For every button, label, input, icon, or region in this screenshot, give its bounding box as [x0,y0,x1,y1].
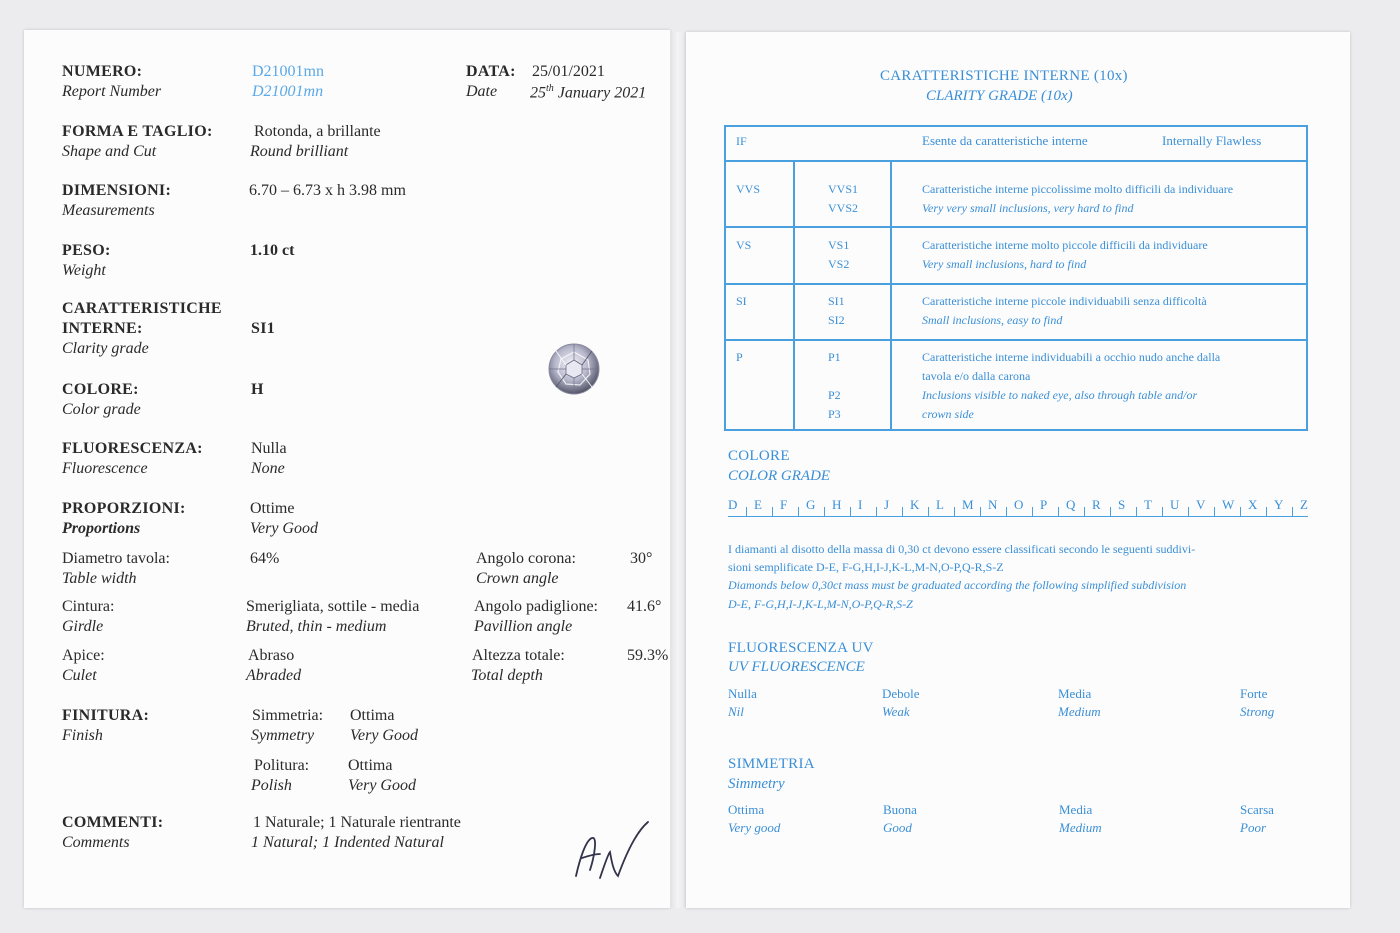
clarity-label-2: INTERNE: [62,320,143,337]
color-value: H [251,381,264,398]
date-label-en: Date [466,83,498,100]
sym-level-good: Buona [883,802,917,817]
table-width-label-en: Table width [62,570,137,587]
color-grade-x: X [1248,497,1258,512]
clarity-label-en: Clarity grade [62,340,149,357]
shape-value-en: Round brilliant [250,143,349,160]
color-scale-baseline [728,516,1308,517]
fluo-level-nil: Nulla [728,686,757,701]
color-note-it-1: I diamanti al disotto della massa di 0,30 ct devono essere classificati secondo le seguenti suddivi- [728,542,1196,556]
fluorescence-value: Nulla [251,440,287,457]
sym-level-medium: Media [1059,802,1093,817]
color-title-en: COLOR GRADE [728,468,831,484]
sym-title-en: Simmetry [728,776,785,792]
color-grade-d: D [728,497,738,512]
fluo-title-en: UV FLUORESCENCE [728,659,865,675]
color-title: COLORE [728,448,790,464]
date-value-en: 25th January 2021 [530,83,647,102]
weight-label: PESO: [62,242,111,259]
number-label: NUMERO: [62,63,143,80]
fluo-level-strong-en: Strong [1240,704,1275,719]
color-grade-t: T [1144,497,1152,512]
fluorescence-label: FLUORESCENZA: [62,440,203,457]
grade-vvs: VVS [736,182,761,196]
sym-level-very-good-en: Very good [728,820,781,835]
culet-label-en: Culet [62,667,97,684]
table-column-divider [890,160,892,431]
sym-level-good-en: Good [883,820,912,835]
comments-value-en: 1 Natural; 1 Indented Natural [251,834,444,851]
grade-p2: P2 [828,388,841,402]
girdle-value-en: Bruted, thin - medium [246,618,387,635]
weight-value: 1.10 ct [250,242,295,259]
grade-if: IF [736,134,747,148]
culet-value: Abraso [248,647,295,664]
grade-p: P [736,350,743,364]
proportions-value: Ottime [250,500,295,517]
table-divider [724,226,1308,228]
polish-value: Ottima [348,757,393,774]
sym-title: SIMMETRIA [728,756,815,772]
grade-si2: SI2 [828,313,845,327]
color-grade-z: Z [1300,497,1308,512]
culet-label: Apice: [62,647,105,664]
color-grade-q: Q [1066,497,1076,512]
clarity-label-1: CARATTERISTICHE [62,300,222,317]
grade-p-desc-it-2: tavola e/o dalla carona [922,369,1031,383]
fluo-level-medium: Media [1058,686,1092,701]
fluo-level-medium-en: Medium [1058,704,1101,719]
girdle-label: Cintura: [62,598,115,615]
color-grade-n: N [988,497,998,512]
color-note-en-1: Diamonds below 0,30ct mass must be graduated according the following simplified subdivision [728,578,1187,592]
grade-vs-desc-en: Very small inclusions, hard to find [922,257,1087,271]
color-grade-m: M [962,497,974,512]
table-divider [724,283,1308,285]
shape-value: Rotonda, a brillante [254,123,381,140]
color-grade-l: L [936,497,944,512]
sym-level-medium-en: Medium [1059,820,1102,835]
grade-if-desc-en: Internally Flawless [1162,133,1262,148]
color-grade-r: R [1092,497,1101,512]
comments-value: 1 Naturale; 1 Naturale rientrante [253,814,461,831]
grade-p-desc-en-1: Inclusions visible to naked eye, also through table and/or [922,388,1198,402]
sym-level-very-good: Ottima [728,802,765,817]
color-grade-f: F [780,497,788,512]
fluorescence-label-en: Fluorescence [62,460,148,477]
grade-vs: VS [736,238,752,252]
grade-vvs-desc-it: Caratteristiche interne piccolissime molto difficili da individuare [922,182,1234,196]
color-grade-j: J [884,497,890,512]
color-note-it-2: sioni semplificate D-E, F-G,H,I-J,K-L,M-N,O-P,Q-R,S-Z [728,560,1004,574]
grade-si: SI [736,294,747,308]
sym-level-poor-en: Poor [1240,820,1266,835]
fluo-level-strong: Forte [1240,686,1268,701]
comments-label-en: Comments [62,834,130,851]
grade-vvs1: VVS1 [828,182,859,196]
total-depth-label-en: Total depth [471,667,543,684]
page-fold [670,32,686,908]
clarity-value: SI1 [251,320,276,337]
polish-label-en: Polish [251,777,292,794]
color-grade-y: Y [1274,497,1284,512]
color-label: COLORE: [62,381,139,398]
clarity-title-en: CLARITY GRADE (10x) [926,88,1073,104]
color-grade-i: I [858,497,863,512]
color-note-en-2: D-E, F-G,H,I-J,K-L,M-N,O-P,Q-R,S-Z [728,597,913,611]
color-grade-u: U [1170,497,1180,512]
proportions-label: PROPORZIONI: [62,500,186,517]
color-grade-g: G [806,497,816,512]
grade-si-desc-it: Caratteristiche interne piccole individuabili senza difficoltà [922,294,1207,308]
color-grade-e: E [754,497,762,512]
signature [570,818,660,888]
grade-p-desc-en-2: crown side [922,407,974,421]
date-label: DATA: [466,63,516,80]
comments-label: COMMENTI: [62,814,164,831]
shape-label-en: Shape and Cut [62,143,157,160]
grade-vvs-desc-en: Very very small inclusions, very hard to find [922,201,1134,215]
crown-angle-label-en: Crown angle [476,570,559,587]
symmetry-label: Simmetria: [252,707,324,724]
grade-if-desc-it: Esente da caratteristiche interne [922,133,1088,148]
date-value: 25/01/2021 [532,63,605,80]
fluo-level-nil-en: Nil [728,704,744,719]
proportions-label-en: Proportions [62,520,141,537]
table-width-label: Diametro tavola: [62,550,170,567]
color-grade-h: H [832,497,842,512]
clarity-title: CARATTERISTICHE INTERNE (10x) [880,68,1128,84]
symmetry-value-en: Very Good [350,727,418,744]
clarity-table [724,125,1308,431]
measurements-label-en: Measurements [62,202,155,219]
culet-value-en: Abraded [246,667,302,684]
table-divider [724,339,1308,341]
pavilion-angle-label-en: Pavillion angle [474,618,573,635]
measurements-label: DIMENSIONI: [62,182,172,199]
color-grade-o: O [1014,497,1024,512]
report-number-value-en: D21001mn [252,83,324,100]
table-width-value: 64% [250,550,280,567]
grade-p1: P1 [828,350,841,364]
color-grade-p: P [1040,497,1048,512]
total-depth-label: Altezza totale: [472,647,565,664]
grade-vs1: VS1 [828,238,850,252]
grade-p3: P3 [828,407,841,421]
symmetry-label-en: Symmetry [251,727,315,744]
fluorescence-value-en: None [251,460,285,477]
weight-label-en: Weight [62,262,106,279]
girdle-value: Smerigliata, sottile - media [246,598,420,615]
total-depth-value: 59.3% [627,647,669,664]
crown-angle-value: 30° [630,550,653,567]
color-grade-k: K [910,497,920,512]
pavilion-angle-label: Angolo padiglione: [474,598,598,615]
table-column-divider [793,160,795,431]
grade-p-desc-it-1: Caratteristiche interne individuabili a occhio nudo anche dalla [922,350,1221,364]
finish-label-en: Finish [62,727,103,744]
grade-vs2: VS2 [828,257,850,271]
grade-si-desc-en: Small inclusions, easy to find [922,313,1063,327]
measurements-value: 6.70 – 6.73 x h 3.98 mm [249,182,406,199]
fluo-level-weak: Debole [882,686,920,701]
color-label-en: Color grade [62,401,141,418]
fluo-level-weak-en: Weak [882,704,910,719]
grade-si1: SI1 [828,294,845,308]
color-grade-v: V [1196,497,1206,512]
finish-label: FINITURA: [62,707,150,724]
report-number-value: D21001mn [252,63,324,80]
polish-value-en: Very Good [348,777,416,794]
sym-level-poor: Scarsa [1240,802,1274,817]
number-label-en: Report Number [62,83,162,100]
girdle-label-en: Girdle [62,618,104,635]
table-divider [724,160,1308,162]
shape-label: FORMA E TAGLIO: [62,123,213,140]
polish-label: Politura: [254,757,310,774]
color-grade-w: W [1222,497,1235,512]
grade-vvs2: VVS2 [828,201,859,215]
fluo-title: FLUORESCENZA UV [728,640,874,656]
pavilion-angle-value: 41.6° [627,598,662,615]
symmetry-value: Ottima [350,707,395,724]
proportions-value-en: Very Good [250,520,318,537]
crown-angle-label: Angolo corona: [476,550,576,567]
color-grade-s: S [1118,497,1126,512]
grade-vs-desc-it: Caratteristiche interne molto piccole difficili da individuare [922,238,1208,252]
diamond-image [547,342,601,396]
